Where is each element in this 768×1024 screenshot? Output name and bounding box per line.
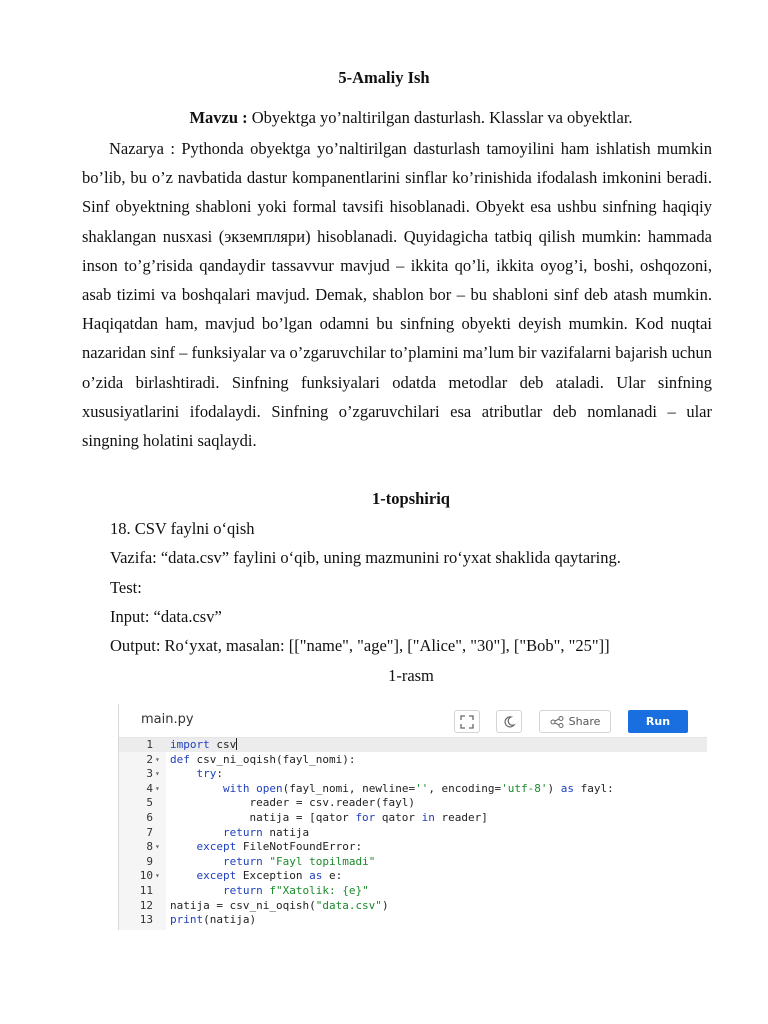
editor-filename: main.py bbox=[141, 712, 194, 727]
line-number: 7 bbox=[146, 825, 153, 839]
line-number: 2 bbox=[146, 752, 153, 766]
line-number: 4 bbox=[146, 781, 153, 795]
paragraph-text: Nazarya : Pythonda obyektga yo’naltirilgan dasturlash tamoyilini ham ishlatish mumkin bo’lib, bu o’z navbatida dastur kompanentlarini sinflar ko’rinishida ifodalash imkonini beradi. Sinf obyektning shabloni yoki formal tavsifi hisoblanadi. Obyekt esa ushbu sinfning haqiqiy shaklangan nusxasi (экземпляри) hisoblanadi. Quyidagicha tatbiq qilish mumkin: hammada inson to’g’risida qandaydir tassavvur mavjud – ikkita qo’li, ikkita oyog’i, boshi, oshqozoni, asab tizimi va boshqalari mavjud. Demak, shablon bor – bu shabloni sinf deb atash mumkin. Haqiqatdan ham, mavjud bo’lgan odamni bu sinfning obyekti deyish mumkin. Kod nuqtai nazaridan sinf – funksiyalar va o’zgaruvchilar to’plamini ma’lum bir vazifalarni bajarish uchun o’zida birlashtiradi. Sinfning funksiyalari odatda metodlar deb ataladi. Ular sinfning xususiyatlarini ifodalaydi. Sinfning o’zgaruvchilari esa atributlar deb nomlanadi – ular singning holatini saqlaydi. bbox=[82, 139, 712, 451]
code-text: natija = [qator for qator in reader] bbox=[170, 811, 488, 824]
line-number: 3 bbox=[146, 767, 153, 781]
code-text: def csv_ni_oqish(fayl_nomi): bbox=[170, 752, 356, 766]
line-number: 13 bbox=[139, 913, 153, 927]
task-line-input: Input: “data.csv” bbox=[110, 607, 222, 626]
task-line-title: 18. CSV faylni o‘qish bbox=[110, 519, 255, 538]
code-line bbox=[119, 840, 707, 855]
line-number: 5 bbox=[146, 796, 153, 810]
fold-arrow-icon[interactable]: ▾ bbox=[155, 871, 160, 881]
line-number: 12 bbox=[139, 898, 153, 912]
code-line bbox=[119, 811, 707, 826]
line-number: 10 bbox=[139, 869, 153, 883]
code-line bbox=[119, 753, 707, 768]
code-text: except Exception as e: bbox=[196, 869, 343, 883]
code-text: import csv bbox=[170, 738, 237, 751]
task-line-test: Test: bbox=[110, 578, 142, 597]
task-title: 1-topshiriq bbox=[372, 489, 450, 508]
code-text: return natija bbox=[222, 825, 310, 839]
line-number: 1 bbox=[146, 738, 153, 751]
code-line bbox=[119, 796, 707, 811]
task-line-assignment: Vazifa: “data.csv” faylini o‘qib, uning mazmunini ro‘yxat shaklida qaytaring. bbox=[110, 548, 621, 567]
line-number: 6 bbox=[146, 811, 153, 824]
document-title: 5-Amaliy Ish bbox=[338, 68, 430, 87]
fold-arrow-icon[interactable]: ▾ bbox=[155, 769, 160, 779]
topic-line bbox=[0, 108, 768, 128]
run-button[interactable]: Run bbox=[628, 710, 688, 733]
topic-label: Mavzu : bbox=[189, 108, 248, 127]
code-text: except FileNotFoundError: bbox=[196, 840, 363, 854]
code-line bbox=[119, 899, 707, 914]
code-line bbox=[119, 738, 707, 753]
line-number: 11 bbox=[139, 884, 153, 897]
theory-paragraph bbox=[82, 134, 712, 455]
fold-arrow-icon[interactable]: ▾ bbox=[155, 783, 160, 793]
code-text: natija = csv_ni_oqish("data.csv") bbox=[170, 898, 389, 912]
code-line bbox=[119, 869, 707, 884]
dark-mode-icon[interactable] bbox=[496, 710, 522, 733]
code-line bbox=[119, 767, 707, 782]
fold-arrow-icon[interactable]: ▾ bbox=[155, 754, 160, 764]
fold-arrow-icon[interactable]: ▾ bbox=[155, 842, 160, 852]
line-number: 8 bbox=[146, 840, 153, 854]
share-label: Share bbox=[568, 715, 601, 728]
topic-text: Obyektga yo’naltirilgan dasturlash. Klasslar va obyektlar. bbox=[247, 108, 633, 127]
code-text: with open(fayl_nomi, newline='', encoding='utf-8') as fayl: bbox=[222, 781, 614, 795]
line-number: 9 bbox=[146, 854, 153, 868]
code-text: return f"Xatolik: {e}" bbox=[222, 884, 369, 897]
fullscreen-icon[interactable] bbox=[454, 710, 480, 733]
editor-header bbox=[119, 704, 707, 738]
code-text: reader = csv.reader(fayl) bbox=[170, 796, 416, 810]
code-line bbox=[119, 884, 707, 899]
share-button[interactable] bbox=[539, 710, 611, 733]
code-text: print(natija) bbox=[170, 913, 257, 927]
code-editor-screenshot bbox=[118, 704, 707, 930]
code-line bbox=[119, 826, 707, 841]
code-line bbox=[119, 913, 707, 928]
share-icon bbox=[550, 716, 564, 728]
code-text: try: bbox=[196, 767, 223, 781]
figure-caption: 1-rasm bbox=[388, 666, 434, 685]
code-text: return "Fayl topilmadi" bbox=[222, 854, 376, 868]
code-line bbox=[119, 782, 707, 797]
task-line-output: Output: Ro‘yxat, masalan: [["name", "age"], ["Alice", "30"], ["Bob", "25"]] bbox=[110, 636, 610, 655]
code-line bbox=[119, 855, 707, 870]
